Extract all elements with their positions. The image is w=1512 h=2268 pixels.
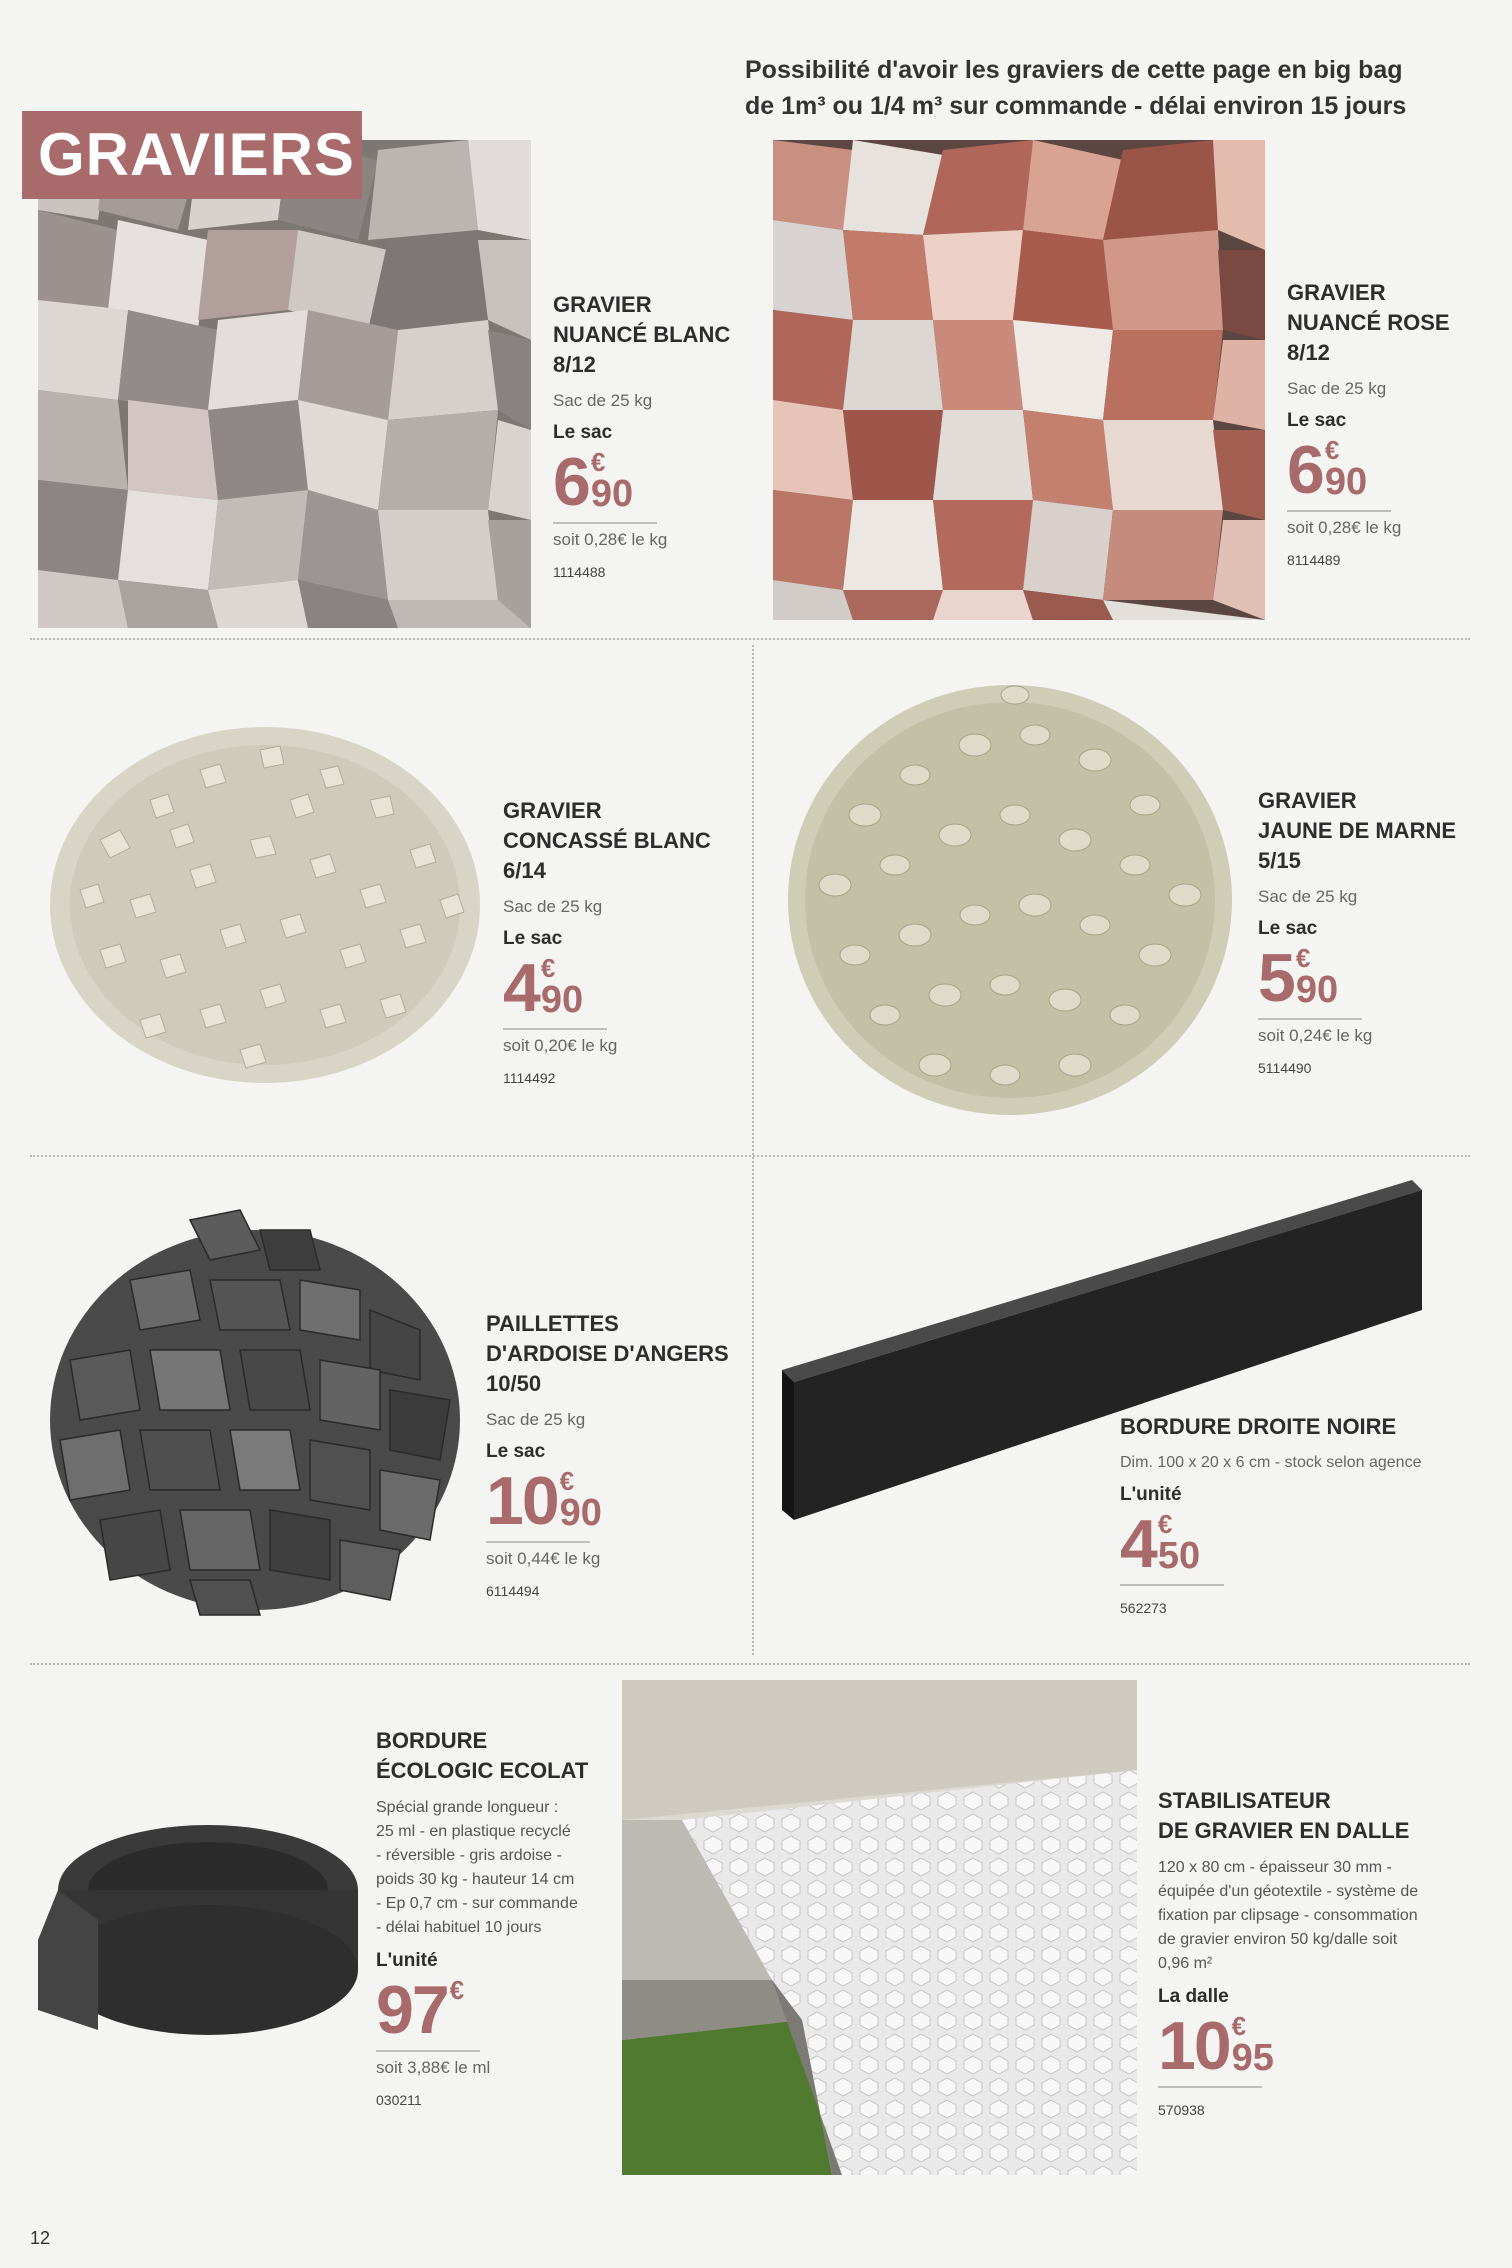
big-bag-banner: Possibilité d'avoir les graviers de cette page en big bag de 1m³ ou 1/4 m³ sur commande - délai environ 15 jours [745, 56, 1407, 120]
product-reference: 5114490 [1258, 1060, 1312, 1076]
product-title [1120, 1412, 1460, 1442]
product-reference: 8114489 [1287, 552, 1341, 568]
title-line: 6/14 [503, 858, 546, 883]
product-gravier-nuance-blanc [553, 290, 753, 580]
title-line: D'ARDOISE D'ANGERS [486, 1341, 729, 1366]
product-price [376, 1972, 616, 2048]
product-gravier-jaune-de-marne [1258, 786, 1488, 1076]
price-currency: € [559, 1466, 575, 1496]
description-line: - réversible - gris ardoise - [376, 1847, 562, 1864]
product-stabilisateur-gravier [1158, 1786, 1468, 2118]
title-line: BORDURE [376, 1728, 488, 1753]
price-unit-label: L'unité [376, 1950, 438, 1971]
price-integer: 97 [376, 1972, 448, 2048]
product-title [1158, 1786, 1468, 1846]
unit-price: soit 0,44€ le kg [486, 1549, 601, 1568]
stabilizer-image [622, 1680, 1137, 2175]
price-decimals: 90 [1324, 461, 1368, 503]
price-unit-label: Le sac [553, 422, 613, 443]
price-unit-label: Le sac [486, 1441, 546, 1462]
product-reference: 570938 [1158, 2102, 1205, 2118]
title-line: CONCASSÉ BLANC [503, 828, 711, 853]
unit-price: soit 0,20€ le kg [503, 1036, 618, 1055]
description-line: de gravier environ 50 kg/dalle soit [1158, 1931, 1398, 1948]
price-integer: 6 [553, 444, 589, 520]
unit-price: soit 0,28€ le kg [553, 530, 668, 549]
title-line: ÉCOLOGIC ECOLAT [376, 1758, 589, 1783]
product-price [486, 1463, 748, 1539]
row-divider [30, 1155, 1470, 1157]
product-pack-size: Sac de 25 kg [1287, 379, 1387, 398]
title-line: BORDURE DROITE NOIRE [1120, 1414, 1397, 1439]
gravel-image [773, 140, 1265, 620]
product-price [1158, 2008, 1468, 2084]
title-line: 10/50 [486, 1371, 542, 1396]
product-photo-bordure-ecolat [38, 1800, 358, 2040]
price-decimals: 90 [590, 473, 634, 515]
price-decimals: 90 [1295, 969, 1339, 1011]
price-decimals: 90 [559, 1492, 602, 1534]
product-price [1120, 1506, 1460, 1582]
product-dimensions: Dim. 100 x 20 x 6 cm - stock selon agence [1120, 1454, 1422, 1471]
product-photo-gravier-jaune-de-marne [775, 665, 1245, 1135]
price-underline [503, 1028, 607, 1030]
product-reference: 562273 [1120, 1600, 1167, 1616]
title-line: GRAVIER [503, 798, 602, 823]
product-title [376, 1726, 616, 1786]
product-bordure-droite-noire [1120, 1412, 1460, 1616]
product-photo-gravier-concasse-blanc [40, 690, 490, 1100]
price-currency: € [1231, 2011, 1247, 2041]
title-line: PAILLETTES [486, 1311, 619, 1336]
price-integer: 4 [1120, 1506, 1156, 1582]
product-reference: 1114488 [553, 564, 606, 580]
price-currency: € [449, 1975, 465, 2005]
row-divider [30, 1663, 1470, 1665]
price-currency: € [1295, 943, 1311, 973]
gravel-pile-image [40, 690, 490, 1100]
title-line: 8/12 [553, 352, 596, 377]
price-currency: € [540, 953, 556, 983]
product-pack-size: Sac de 25 kg [553, 391, 653, 410]
title-line: NUANCÉ ROSE [1287, 310, 1450, 335]
price-integer: 6 [1287, 432, 1323, 508]
description-line: - délai habituel 10 jours [376, 1919, 542, 1936]
price-integer: 5 [1258, 940, 1294, 1016]
price-underline [1287, 510, 1391, 512]
product-description [376, 1796, 616, 1940]
product-description [1158, 1856, 1468, 1976]
title-line: DE GRAVIER EN DALLE [1158, 1818, 1410, 1843]
price-unit-label: Le sac [503, 928, 563, 949]
row-divider [30, 638, 1470, 640]
product-paillettes-ardoise [486, 1309, 748, 1599]
description-line: 0,96 m² [1158, 1955, 1213, 1972]
price-underline [553, 522, 657, 524]
price-unit-label: Le sac [1258, 918, 1318, 939]
page-number: 12 [30, 2228, 51, 2248]
description-line: poids 30 kg - hauteur 14 cm [376, 1871, 575, 1888]
price-integer: 10 [1158, 2008, 1230, 2084]
product-pack-size: Sac de 25 kg [503, 897, 603, 916]
product-title [1258, 786, 1488, 876]
product-price [503, 950, 743, 1026]
price-underline [1158, 2086, 1262, 2088]
column-divider [752, 645, 754, 1655]
price-integer: 10 [486, 1463, 558, 1539]
product-reference: 1114492 [503, 1070, 556, 1086]
price-unit-label: La dalle [1158, 1986, 1229, 2007]
product-gravier-concasse-blanc [503, 796, 743, 1086]
product-photo-paillettes-ardoise [40, 1200, 470, 1620]
description-line: fixation par clipsage - consommation [1158, 1907, 1418, 1924]
price-decimals: 95 [1231, 2037, 1274, 2079]
title-line: GRAVIER [553, 292, 652, 317]
description-line: 25 ml - en plastique recyclé [376, 1823, 571, 1840]
product-price [553, 444, 753, 520]
title-line: NUANCÉ BLANC [553, 322, 731, 347]
description-line: - Ep 0,7 cm - sur commande [376, 1895, 578, 1912]
product-title [553, 290, 753, 380]
gravel-image [38, 140, 531, 628]
title-line: 8/12 [1287, 340, 1330, 365]
price-unit-label: Le sac [1287, 410, 1347, 431]
section-title: GRAVIERS [22, 111, 362, 199]
price-underline [1120, 1584, 1224, 1586]
product-reference: 030211 [376, 2092, 422, 2108]
price-underline [486, 1541, 590, 1543]
title-line: 5/15 [1258, 848, 1301, 873]
product-price [1287, 432, 1487, 508]
product-gravier-nuance-rose [1287, 278, 1487, 568]
product-bordure-ecolat [376, 1726, 616, 2108]
product-photo-gravier-nuance-blanc [38, 140, 531, 628]
price-currency: € [1324, 435, 1340, 465]
title-line: JAUNE DE MARNE [1258, 818, 1457, 843]
product-reference: 6114494 [486, 1583, 540, 1599]
price-underline [1258, 1018, 1362, 1020]
price-currency: € [1157, 1509, 1173, 1539]
product-pack-size: Sac de 25 kg [1258, 887, 1358, 906]
price-currency: € [590, 447, 606, 477]
price-underline [376, 2050, 480, 2052]
description-line: équipée d'un géotextile - système de [1158, 1883, 1419, 1900]
description-line: 120 x 80 cm - épaisseur 30 mm - [1158, 1859, 1392, 1876]
product-title [1287, 278, 1487, 368]
product-price [1258, 940, 1488, 1016]
slate-pile-image [40, 1200, 470, 1620]
price-integer: 4 [503, 950, 539, 1026]
product-title [503, 796, 743, 886]
description-line: Spécial grande longueur : [376, 1799, 559, 1816]
border-roll-image [38, 1800, 358, 2040]
title-line: GRAVIER [1287, 280, 1386, 305]
price-unit-label: L'unité [1120, 1484, 1182, 1505]
price-decimals: 50 [1157, 1535, 1201, 1577]
unit-price: soit 3,88€ le ml [376, 2058, 491, 2077]
unit-price: soit 0,28€ le kg [1287, 518, 1402, 537]
product-pack-size: Sac de 25 kg [486, 1410, 586, 1429]
product-title [486, 1309, 748, 1399]
price-decimals: 90 [540, 979, 584, 1021]
unit-price: soit 0,24€ le kg [1258, 1026, 1373, 1045]
product-photo-stabilisateur-gravier [622, 1680, 1137, 2175]
title-line: GRAVIER [1258, 788, 1357, 813]
gravel-pile-image [775, 665, 1245, 1135]
product-photo-gravier-nuance-rose [773, 140, 1265, 620]
title-line: STABILISATEUR [1158, 1788, 1331, 1813]
